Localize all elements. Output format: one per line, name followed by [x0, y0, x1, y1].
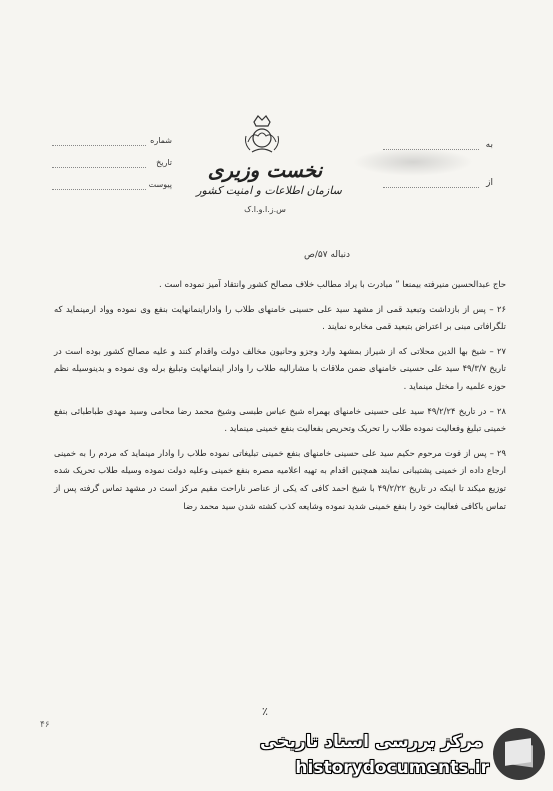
attachment-field — [52, 180, 172, 194]
watermark-url: historydocuments.ir — [295, 758, 489, 778]
faded-stamp — [353, 148, 473, 176]
attachment-dots — [52, 189, 146, 190]
date-field — [52, 158, 172, 172]
watermark — [210, 722, 553, 791]
paragraph: حاج عبدالحسین منیرفته بیمنعا ” مبادرت با یراد مطالب خلاف مصالح کشور وانتقاد آمیز نموده است . — [159, 279, 506, 289]
paragraph: ۲۸ – در تاریخ ۴۹/۲/۲۴ سید علی حسینی خامنهای بهمراه شیخ عباس طبسی وشیخ محمد رضا محامی وسید مهدی طباطبائی بنفع خمینی تبلیغ وفعالیت نموده طلاب را تحریک وتحریص بفعالیت بنفع خمینی مینماید . — [54, 405, 506, 434]
watermark-title: مرکز بررسی اسناد تاریخی — [260, 732, 483, 752]
from-label: از — [486, 178, 493, 188]
number-dots — [52, 145, 146, 146]
document-body — [54, 276, 506, 522]
reference-line: دنباله ۵۷/ص — [304, 250, 350, 260]
from-field — [383, 178, 493, 192]
paragraph: ۲۹ – پس از فوت مرحوم حکیم سید علی حسینی خامنهای بنفع خمینی تبلیغاتی نموده طلاب را وادار مینماید که مردم را به خمینی ارجاع داده از خمینی پشتیبانی نمایند همچنین اقدام به تهیه اعلامیه مصره بنفع خمینی وعلیه دولت نموده وسیله طلاب تحریک شده توزیع میکند تا اینکه در تاریخ ۴۹/۲/۲۲ با شیخ احمد کافی که یکی از عناصر ناراحت مقیم مرکز است در مشهد تماس گرفته پس از تماس باکافی فعالیت خود را بنفع خمینی شدید نموده وشایعه کذب کشته شدن سید محمد رضا — [54, 447, 506, 511]
from-dots — [383, 187, 479, 188]
to-label: به — [485, 140, 493, 150]
end-mark: ٪ — [262, 705, 268, 718]
archive-logo-icon — [493, 728, 545, 780]
lion-and-sun-emblem-icon — [238, 112, 286, 160]
organization-name: سازمان اطلاعات و امنیت کشور — [196, 184, 342, 197]
ministry-title: نخست وزیری — [207, 158, 323, 182]
date-dots — [52, 167, 146, 168]
attachment-label: پیوست — [148, 180, 172, 189]
number-label: شماره — [150, 136, 172, 145]
number-field — [52, 136, 172, 150]
paragraph: ۲۶ – پس از بازداشت وتبعید قمی از مشهد سید علی حسینی خامنهای طلاب را واداراینمانهایت بنفع وی نموده وواد ارمینماید که تلگرافاتی مبنی بر اعتراض بتبعید قمی مخابره نمایند . — [54, 303, 506, 332]
paragraph: ۲۷ – شیخ بها الدین محلاتی که از شیراز بمشهد وارد وجزو وحانیون مخالف دولت واقدام کنند و علیه مصالح کشور بوده است در تاریخ ۴۹/۳/۷ سید علی حسینی خامنهای ضمن ملاقات با مشارالیه طلاب را وادار اینمانهایت وتبلیغ برله وی نموده و بدینوسیله نظم حوزه علمیه را مختل مینماید . — [54, 345, 506, 391]
date-label: تاریخ — [156, 158, 172, 167]
organization-subline: س.ز.ا.و.ا.ک — [244, 205, 286, 214]
page-number: ۴۶ — [40, 720, 50, 730]
